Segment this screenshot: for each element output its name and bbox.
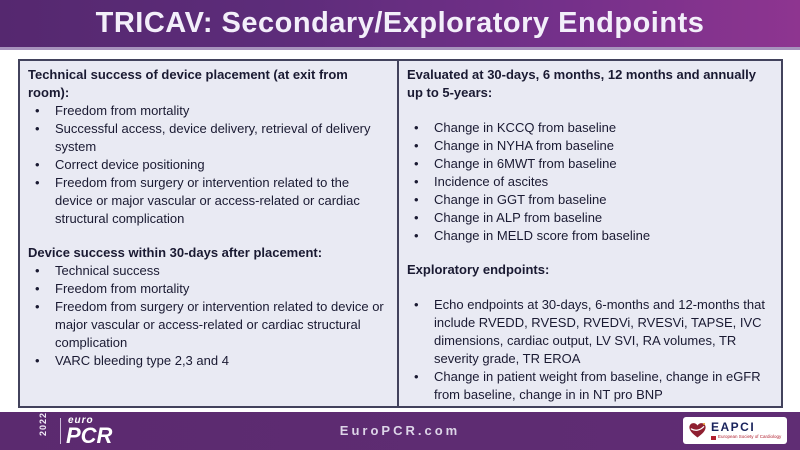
bullet-list	[407, 119, 771, 245]
pcr-logo-euro: euro	[68, 414, 94, 426]
eapci-logo	[683, 417, 787, 444]
section-heading: Technical success of device placement (at exit from room):	[28, 67, 348, 100]
esc-mark-icon	[711, 436, 716, 440]
page-title: TRICAV: Secondary/Exploratory Endpoints	[95, 7, 705, 39]
eapci-acronym: EAPCI	[711, 420, 756, 435]
secondary-endpoints-panel	[20, 61, 399, 406]
bullet-item: • Change in NYHA from baseline	[407, 137, 771, 155]
bullet-item: • Change in 6MWT from baseline	[407, 155, 771, 173]
endpoints-table	[18, 59, 783, 408]
bullet-item: • Successful access, device delivery, retrieval of delivery system	[28, 120, 387, 156]
heart-icon	[688, 422, 707, 439]
section-heading: Device success within 30-days after placement:	[28, 245, 323, 261]
section-heading: Exploratory endpoints:	[407, 262, 550, 278]
bullet-list	[407, 296, 771, 404]
section-heading: Evaluated at 30-days, 6 months, 12 months and annually up to 5-years:	[407, 67, 756, 100]
slide-footer	[0, 412, 800, 450]
bullet-list	[28, 102, 387, 228]
bullet-item: • Change in GGT from baseline	[407, 191, 771, 209]
europcr-website-text: EuroPCR.com	[339, 423, 461, 438]
bullet-item: • Change in KCCQ from baseline	[407, 119, 771, 137]
bullet-item: • Freedom from mortality	[28, 280, 387, 298]
bullet-item: • Freedom from mortality	[28, 102, 387, 120]
bullet-item: • Technical success	[28, 262, 387, 280]
bullet-item: • Echo endpoints at 30-days, 6-months and 12-months that include RVEDD, RVESD, RVEDVi, RVESVi, TAPSE, IVC dimensions, cardiac output, LV SVI, RA volumes, TR severity grade, TR EROA	[407, 296, 771, 368]
bullet-item: • Change in MELD score from baseline	[407, 227, 771, 245]
pcr-logo-pcr: PCR	[66, 422, 113, 448]
bullet-item: • Freedom from surgery or intervention related to device or major vascular or access-related or cardiac structural complication	[28, 298, 387, 352]
esc-subline	[711, 435, 781, 440]
bullet-item: • Change in ALP from baseline	[407, 209, 771, 227]
eapci-text	[711, 421, 781, 440]
slide-header	[0, 0, 800, 50]
evaluation-exploratory-panel	[399, 61, 781, 406]
bullet-item: • VARC bleeding type 2,3 and 4	[28, 352, 387, 370]
bullet-item: • Change in patient weight from baseline, change in eGFR from baseline, change in in NT pro BNP	[407, 368, 771, 404]
bullet-list	[28, 262, 387, 370]
bullet-item: • Freedom from surgery or intervention related to the device or major vascular or access-related or cardiac structural complication	[28, 174, 387, 228]
esc-subline-text: European Society of Cardiology	[718, 434, 782, 440]
bullet-item: • Incidence of ascites	[407, 173, 771, 191]
bullet-item: • Correct device positioning	[28, 156, 387, 174]
footer-year: 2022	[38, 411, 48, 436]
